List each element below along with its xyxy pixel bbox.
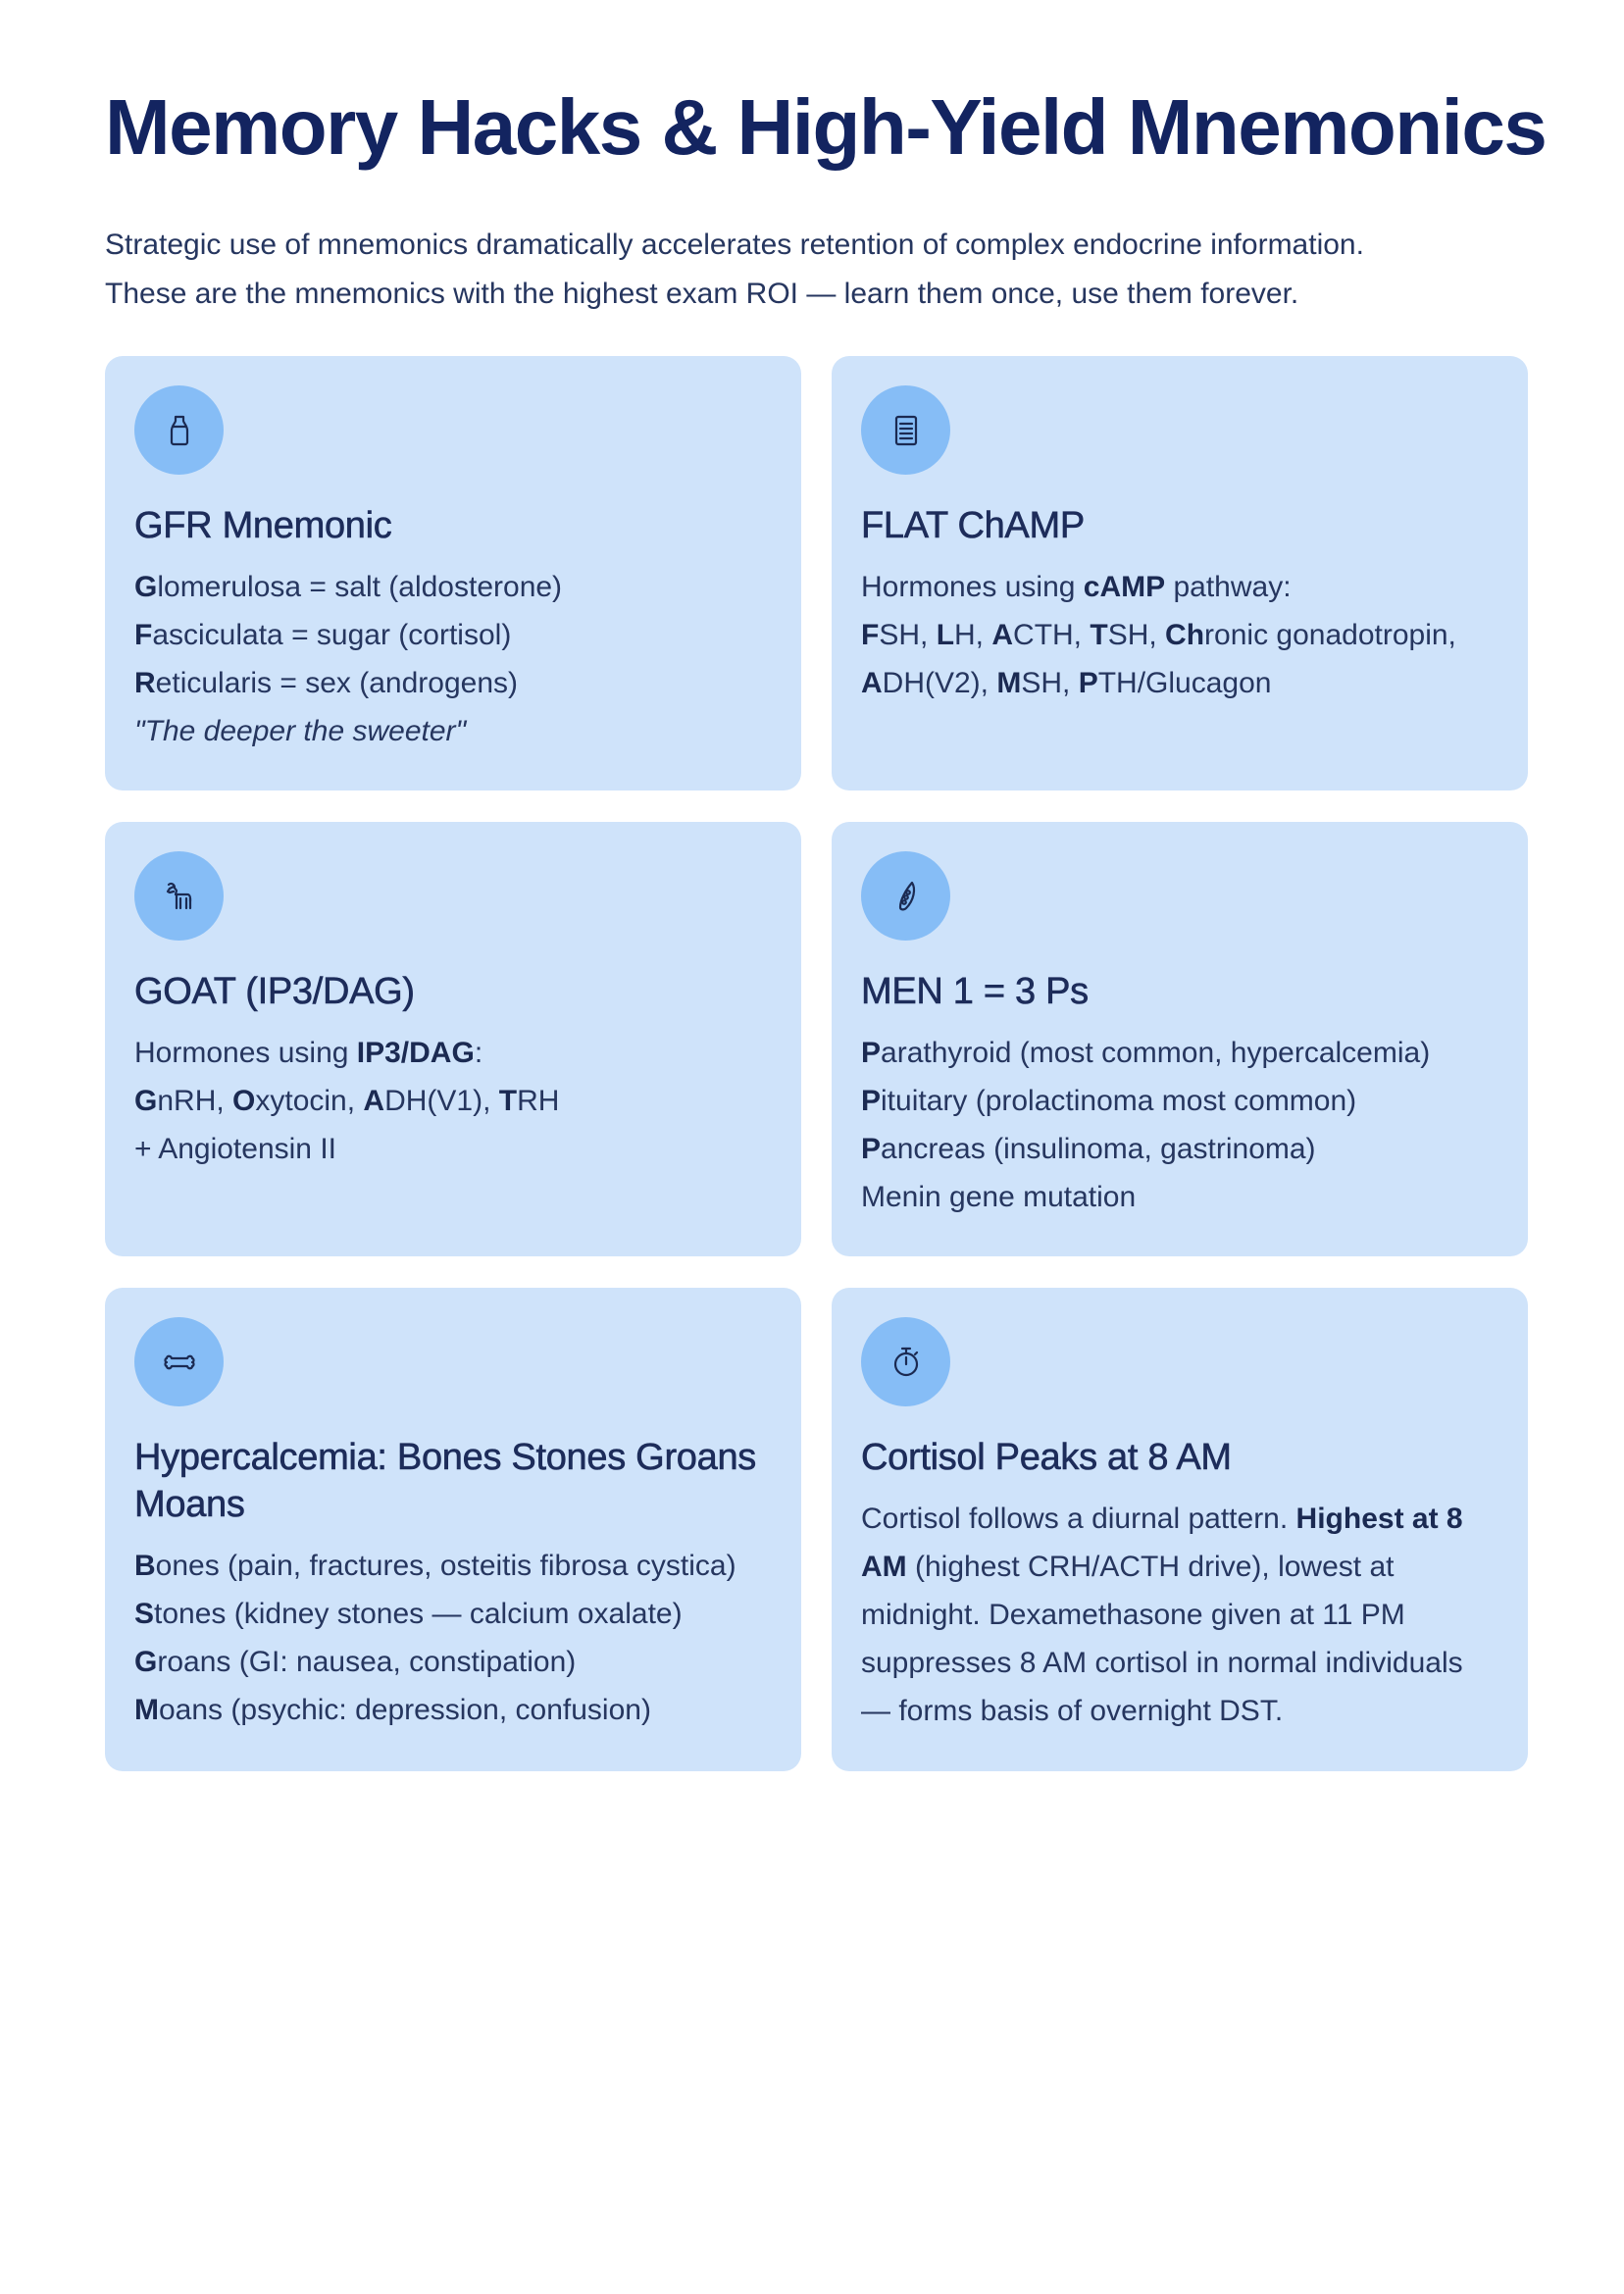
card-goat [105, 822, 801, 1256]
body-line [134, 1029, 772, 1077]
card-body [861, 1029, 1498, 1221]
intro-line: These are the mnemonics with the highest exam ROI — learn them once, use them forever. [105, 278, 1299, 310]
mnemonic-line [861, 1077, 1498, 1125]
card-men1 [832, 822, 1528, 1256]
body-text: Hormones using [861, 571, 1084, 603]
mnemonic-line [134, 611, 772, 659]
body-bold: IP3/DAG [356, 1037, 475, 1069]
body-bold: Highest at 8 AM [861, 1503, 1463, 1583]
mnemonic-text: DH(V1), [384, 1085, 499, 1117]
bone-icon [134, 1317, 224, 1406]
card-body [861, 1495, 1498, 1735]
mnemonic-text: lomerulosa = salt (aldosterone) [157, 571, 563, 603]
card-cortisol [832, 1288, 1528, 1771]
mnemonic-line [861, 1173, 1498, 1221]
mnemonic-text: roans (GI: nausea, constipation) [157, 1646, 577, 1678]
mnemonic-text: TH/Glucagon [1097, 667, 1272, 699]
mnemonic-letter: F [134, 619, 153, 651]
mnemonic-letter: L [936, 619, 955, 651]
body-bold: cAMP [1083, 571, 1166, 603]
mnemonic-line [134, 1686, 772, 1734]
hormone-list-line [861, 611, 1498, 659]
hormone-list-line [134, 1077, 772, 1125]
salt-shaker-icon [134, 385, 224, 475]
card-title: GOAT (IP3/DAG) [134, 971, 415, 1012]
mnemonic-text: CTH, [1013, 619, 1091, 651]
mnemonic-line [134, 1638, 772, 1686]
mnemonic-letter: F [861, 619, 880, 651]
mnemonic-line [134, 659, 772, 707]
mnemonic-letter: R [134, 667, 156, 699]
mnemonic-text: RH [517, 1085, 560, 1117]
body-line [861, 563, 1498, 611]
body-paragraph [861, 1495, 1498, 1735]
mnemonic-text: oans (psychic: depression, confusion) [159, 1694, 651, 1726]
mnemonic-text: xytocin, [255, 1085, 364, 1117]
intro-line: Strategic use of mnemonics dramatically accelerates retention of complex endocrine information. [105, 229, 1364, 261]
card-gfr-mnemonic [105, 356, 801, 790]
hormone-list-line [861, 659, 1498, 707]
body-line: + Angiotensin II [134, 1133, 336, 1165]
stopwatch-icon [861, 1317, 950, 1406]
body-text: : [474, 1037, 483, 1069]
mnemonic-letter: T [1090, 619, 1108, 651]
mnemonic-text: tones (kidney stones — calcium oxalate) [154, 1598, 683, 1630]
mnemonic-text: Menin gene mutation [861, 1181, 1137, 1213]
card-body [861, 563, 1498, 707]
mnemonic-line [134, 563, 772, 611]
mnemonic-text: ituitary (prolactinoma most common) [881, 1085, 1357, 1117]
goat-icon [134, 851, 224, 941]
mnemonic-letter: G [134, 1646, 158, 1678]
mnemonic-text: asciculata = sugar (cortisol) [152, 619, 512, 651]
body-text: pathway: [1165, 571, 1292, 603]
card-body [134, 1029, 772, 1173]
mnemonic-text: nRH, [157, 1085, 233, 1117]
body-text: (highest CRH/ACTH drive), lowest at midnight. Dexamethasone given at 11 PM suppresses 8 AM cortisol in normal individuals — forms basis of overnight DST. [861, 1551, 1463, 1727]
card-title: GFR Mnemonic [134, 505, 392, 546]
mnemonic-letter: A [991, 619, 1014, 651]
mnemonic-letter: M [996, 667, 1022, 699]
card-hypercalcemia [105, 1288, 801, 1771]
mnemonic-letter: S [134, 1598, 155, 1630]
mnemonic-line [861, 1029, 1498, 1077]
mnemonic-letter: G [134, 571, 158, 603]
document-icon [861, 385, 950, 475]
mnemonic-text: arathyroid (most common, hypercalcemia) [881, 1037, 1431, 1069]
mnemonic-letter: G [134, 1085, 158, 1117]
mnemonic-text: DH(V2), [882, 667, 997, 699]
pea-pod-icon [861, 851, 950, 941]
mnemonic-letter: P [861, 1085, 882, 1117]
mnemonic-text: eticularis = sex (androgens) [155, 667, 519, 699]
body-text: Cortisol follows a diurnal pattern. [861, 1503, 1296, 1535]
mnemonic-text: H, [954, 619, 992, 651]
mnemonic-letter: P [1078, 667, 1098, 699]
body-text: Hormones using [134, 1037, 357, 1069]
card-body [134, 563, 772, 755]
mnemonic-letter: A [363, 1085, 385, 1117]
card-title: Hypercalcemia: Bones Stones Groans Moans [134, 1437, 757, 1525]
mnemonic-letter: Ch [1165, 619, 1205, 651]
card-title: MEN 1 = 3 Ps [861, 971, 1089, 1012]
page [105, 78, 1547, 1771]
mnemonic-letter: A [861, 667, 883, 699]
mnemonic-letter: M [134, 1694, 159, 1726]
mnemonic-letter: P [861, 1037, 882, 1069]
card-title: Cortisol Peaks at 8 AM [861, 1437, 1232, 1478]
mnemonic-text: SH, [1021, 667, 1079, 699]
card-flat-champ [832, 356, 1528, 790]
mnemonic-text: SH, [879, 619, 937, 651]
mnemonic-text: ones (pain, fractures, osteitis fibrosa cystica) [155, 1550, 736, 1582]
mnemonic-line [134, 1542, 772, 1590]
mnemonic-letter: T [498, 1085, 518, 1117]
mnemonic-line [861, 1125, 1498, 1173]
page-title: Memory Hacks & High-Yield Mnemonics [105, 83, 1547, 171]
mnemonic-text: ancreas (insulinoma, gastrinoma) [881, 1133, 1316, 1165]
mnemonic-letter: O [232, 1085, 256, 1117]
mnemonic-quote: "The deeper the sweeter" [134, 715, 467, 747]
mnemonic-text: ronic gonadotropin, [1204, 619, 1456, 651]
card-body [134, 1542, 772, 1734]
mnemonic-line [134, 1590, 772, 1638]
mnemonic-letter: P [861, 1133, 882, 1165]
mnemonic-text: SH, [1107, 619, 1166, 651]
card-title: FLAT ChAMP [861, 505, 1085, 546]
intro-text [105, 221, 1528, 319]
mnemonic-letter: B [134, 1550, 156, 1582]
mnemonic-grid [105, 356, 1528, 1771]
